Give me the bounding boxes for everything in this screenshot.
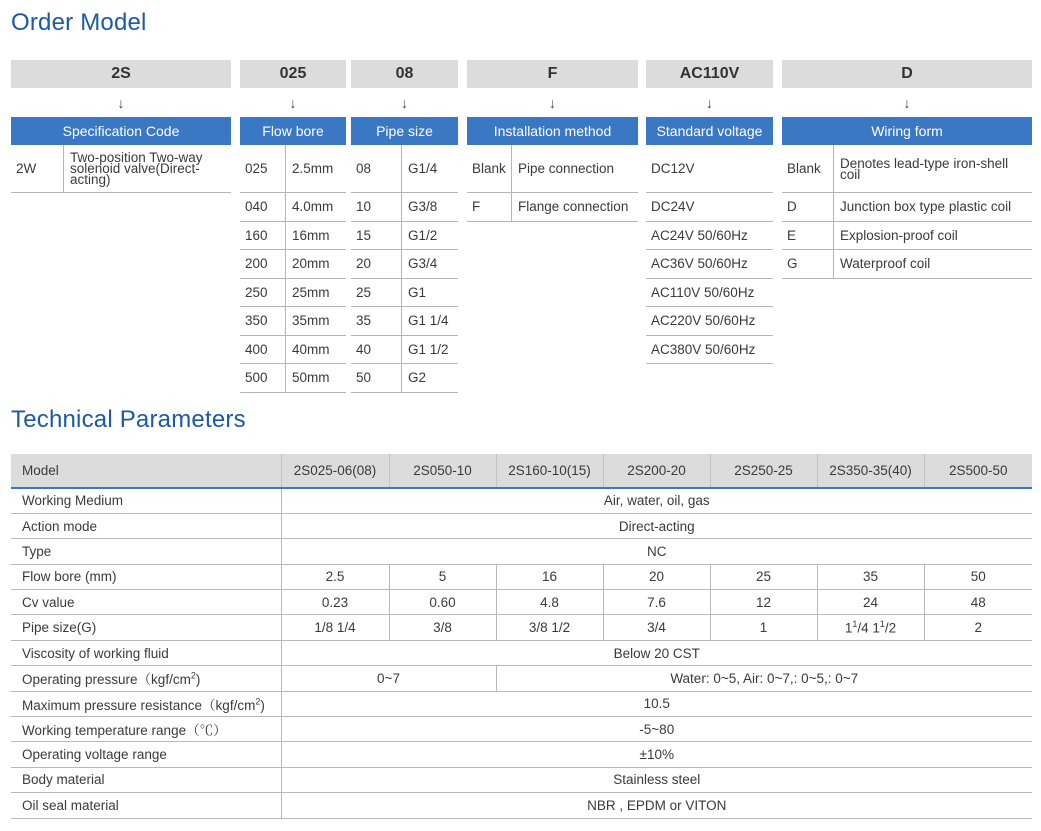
row-value: 20 [603, 564, 710, 589]
row-value: Water: 0~5, Air: 0~7,: 0~5,: 0~7 [496, 666, 1032, 691]
pipe-size-header: Pipe size [351, 117, 458, 145]
list-item-value: Waterproof coil [840, 256, 931, 272]
row-value: 24 [817, 590, 924, 615]
voltage-header: Standard voltage [646, 117, 773, 145]
list-item [240, 145, 346, 193]
arrow-down-icon: ↓ [401, 94, 408, 111]
list-item-value: 2.5mm [292, 161, 334, 176]
pipe-size-code: 08 [351, 60, 458, 88]
list-item-code: D [782, 193, 834, 221]
list-item-code: 20 [351, 250, 402, 278]
wiring-header: Wiring form [782, 117, 1032, 145]
list-item-value: 25mm [292, 284, 330, 300]
voltage-column [646, 60, 773, 364]
row-label: Viscosity of working fluid [11, 640, 281, 665]
row-value: NBR , EPDM or VITON [281, 793, 1032, 818]
label-close: ) [195, 672, 201, 688]
header-model: 2S250-25 [710, 454, 817, 488]
list-item-code: 35 [351, 307, 402, 335]
flow-bore-column [240, 60, 346, 393]
row-label: Operating voltage range [11, 742, 281, 767]
list-item [240, 307, 346, 336]
row-value: 3/8 [389, 615, 496, 640]
header-model: 2S500-50 [924, 454, 1032, 488]
list-item [782, 193, 1032, 222]
row-label: Cv value [11, 590, 281, 615]
row-value: 1 [710, 615, 817, 640]
installation-rows [467, 145, 638, 222]
table-row [11, 742, 1032, 767]
spec-column [11, 60, 231, 193]
table-row [11, 564, 1032, 589]
list-item-code: 08 [351, 145, 402, 192]
row-value: Direct-acting [281, 513, 1032, 538]
list-item-value: 50mm [292, 370, 330, 386]
row-value: ±10% [281, 742, 1032, 767]
table-row [11, 488, 1032, 513]
row-value: -5~80 [281, 717, 1032, 742]
order-model-title: Order Model [11, 9, 147, 36]
voltage-code: AC110V [646, 60, 773, 88]
list-item-code: 350 [240, 307, 286, 335]
arrow-down-icon: ↓ [903, 94, 911, 111]
spec-header: Specification Code [11, 117, 231, 145]
list-item-value: G2 [408, 370, 427, 386]
sup: 2 [190, 670, 196, 681]
list-item-value: Junction box type plastic coil [840, 199, 1012, 215]
list-item-code: F [467, 193, 512, 221]
row-label: Body material [11, 767, 281, 792]
list-item-value: AC380V 50/60Hz [651, 341, 756, 357]
list-item [351, 222, 458, 251]
table-row [11, 640, 1032, 665]
table-row [11, 767, 1032, 792]
table-row [11, 691, 1032, 716]
header-model-label: Model [11, 454, 281, 488]
flow-bore-header: Flow bore [240, 117, 346, 145]
list-item-code: Blank [467, 145, 512, 192]
table-row [11, 717, 1032, 742]
list-item-code: 10 [351, 193, 402, 221]
list-item [240, 250, 346, 279]
list-item-code: 040 [240, 193, 286, 221]
list-item-code: 200 [240, 250, 286, 278]
list-item-value: DC12V [651, 161, 695, 176]
installation-code: F [467, 60, 638, 88]
sup: 2 [255, 696, 261, 707]
row-label: Type [11, 539, 281, 564]
list-item-value: G1/2 [408, 227, 438, 243]
technical-parameters-title: Technical Parameters [11, 406, 246, 433]
list-item-code: 15 [351, 222, 402, 250]
list-item-value: G3/4 [408, 256, 438, 272]
row-value-mixed-fraction [817, 615, 924, 640]
list-item [240, 222, 346, 251]
list-item-value: 4.0mm [292, 199, 334, 215]
spec-row-code: 2W [11, 145, 64, 192]
list-item [782, 145, 1032, 193]
list-item [646, 336, 773, 365]
row-label [11, 666, 281, 691]
spec-row [11, 145, 231, 193]
arrow-down-icon: ↓ [117, 94, 125, 111]
table-row [11, 539, 1032, 564]
row-label: Working temperature range（℃） [11, 717, 281, 742]
list-item-value: AC220V 50/60Hz [651, 313, 756, 329]
row-value: 50 [924, 564, 1032, 589]
list-item-code: 160 [240, 222, 286, 250]
list-item-value: 35mm [292, 313, 330, 329]
wiring-rows [782, 145, 1032, 279]
arrow-down-icon: ↓ [549, 94, 556, 111]
list-item-value: Denotes lead-type iron-shell coil [840, 155, 1009, 182]
list-item [467, 193, 638, 222]
row-value: 10.5 [281, 691, 1032, 716]
row-label [11, 691, 281, 716]
row-label: Action mode [11, 513, 281, 538]
table-row [11, 793, 1032, 818]
installation-column [467, 60, 638, 222]
list-item [782, 222, 1032, 251]
wiring-code: D [782, 60, 1032, 88]
row-label: Flow bore (mm) [11, 564, 281, 589]
list-item-code: 400 [240, 336, 286, 364]
list-item [351, 145, 458, 193]
list-item-code: Blank [782, 145, 834, 192]
row-value: 48 [924, 590, 1032, 615]
installation-header: Installation method [467, 117, 638, 145]
label-text: Maximum pressure resistance（kgf/cm [22, 697, 256, 713]
label-text: Operating pressure（kgf/cm [22, 672, 191, 688]
list-item [240, 279, 346, 308]
table-row [11, 615, 1032, 640]
header-model: 2S350-35(40) [817, 454, 924, 488]
list-item-value: 40mm [292, 341, 330, 357]
list-item [351, 250, 458, 279]
sup: 1 [852, 619, 858, 630]
row-value: 3/4 [603, 615, 710, 640]
row-value: 25 [710, 564, 817, 589]
list-item [782, 250, 1032, 279]
technical-parameters-table [11, 454, 1032, 819]
header-model: 2S200-20 [603, 454, 710, 488]
list-item-code: 250 [240, 279, 286, 307]
row-value: 4.8 [496, 590, 603, 615]
list-item-value: Flange connection [518, 199, 629, 215]
list-item [351, 193, 458, 222]
table-row [11, 590, 1032, 615]
row-value: 7.6 [603, 590, 710, 615]
list-item-value: AC110V 50/60Hz [651, 284, 755, 300]
row-label: Pipe size(G) [11, 615, 281, 640]
row-value: Below 20 CST [281, 640, 1032, 665]
list-item [240, 364, 346, 393]
list-item [646, 222, 773, 251]
row-value: 0~7 [281, 666, 496, 691]
list-item [240, 193, 346, 222]
list-item-code: 40 [351, 336, 402, 364]
list-item-value: G3/8 [408, 199, 438, 215]
list-item-code: G [782, 250, 834, 278]
list-item-value: G1 1/4 [408, 313, 449, 329]
list-item-value: G1/4 [408, 161, 438, 176]
whole: 1 [844, 620, 853, 636]
row-value: 5 [389, 564, 496, 589]
list-item [646, 250, 773, 279]
list-item-value: G1 1/2 [408, 341, 449, 357]
wiring-column [782, 60, 1032, 279]
list-item-code: 500 [240, 364, 286, 392]
pipe-size-column [351, 60, 458, 393]
flow-bore-code: 025 [240, 60, 346, 88]
row-value: 35 [817, 564, 924, 589]
list-item-value: Pipe connection [518, 161, 615, 176]
list-item [646, 279, 773, 308]
row-value: 0.23 [281, 590, 389, 615]
list-item [467, 145, 638, 193]
table-header-row [11, 454, 1032, 488]
list-item-value: AC24V 50/60Hz [651, 227, 748, 243]
pipe-size-rows [351, 145, 458, 393]
list-item-value: Explosion-proof coil [840, 227, 958, 243]
row-value: 3/8 1/2 [496, 615, 603, 640]
row-value: NC [281, 539, 1032, 564]
list-item-value: DC24V [651, 199, 695, 215]
list-item-value: 20mm [292, 256, 330, 272]
row-value: 2 [924, 615, 1032, 640]
frac: /2 [884, 620, 897, 636]
row-value: 0.60 [389, 590, 496, 615]
list-item [646, 145, 773, 193]
table-row [11, 666, 1032, 691]
row-value: 2.5 [281, 564, 389, 589]
header-model: 2S025-06(08) [281, 454, 389, 488]
voltage-rows [646, 145, 773, 364]
row-label: Working Medium [11, 488, 281, 513]
list-item-code: 50 [351, 364, 402, 392]
label-close: ) [260, 697, 265, 713]
list-item [240, 336, 346, 365]
list-item [351, 336, 458, 365]
list-item-code: E [782, 222, 834, 250]
list-item [351, 307, 458, 336]
row-label: Oil seal material [11, 793, 281, 818]
sup: 1 [879, 619, 885, 630]
spec-row-desc: Two-position Two-way solenoid valve(Direct-acting) [70, 150, 203, 187]
row-value: Air, water, oil, gas [281, 488, 1032, 513]
row-value: Stainless steel [281, 767, 1032, 792]
list-item-value: AC36V 50/60Hz [651, 256, 748, 272]
arrow-down-icon: ↓ [706, 94, 713, 111]
arrow-down-icon: ↓ [289, 94, 297, 111]
header-model: 2S160-10(15) [496, 454, 603, 488]
list-item-value: 16mm [292, 227, 330, 243]
list-item-value: G1 [408, 284, 427, 300]
row-value: 1/8 1/4 [281, 615, 389, 640]
list-item-code: 025 [240, 145, 286, 192]
list-item [351, 364, 458, 393]
row-value: 16 [496, 564, 603, 589]
frac: /4 1 [857, 620, 880, 636]
spec-code: 2S [11, 60, 231, 88]
row-value: 12 [710, 590, 817, 615]
list-item [646, 193, 773, 222]
header-model: 2S050-10 [389, 454, 496, 488]
table-row [11, 513, 1032, 538]
flow-bore-rows [240, 145, 346, 393]
list-item [351, 279, 458, 308]
list-item-code: 25 [351, 279, 402, 307]
list-item [646, 307, 773, 336]
